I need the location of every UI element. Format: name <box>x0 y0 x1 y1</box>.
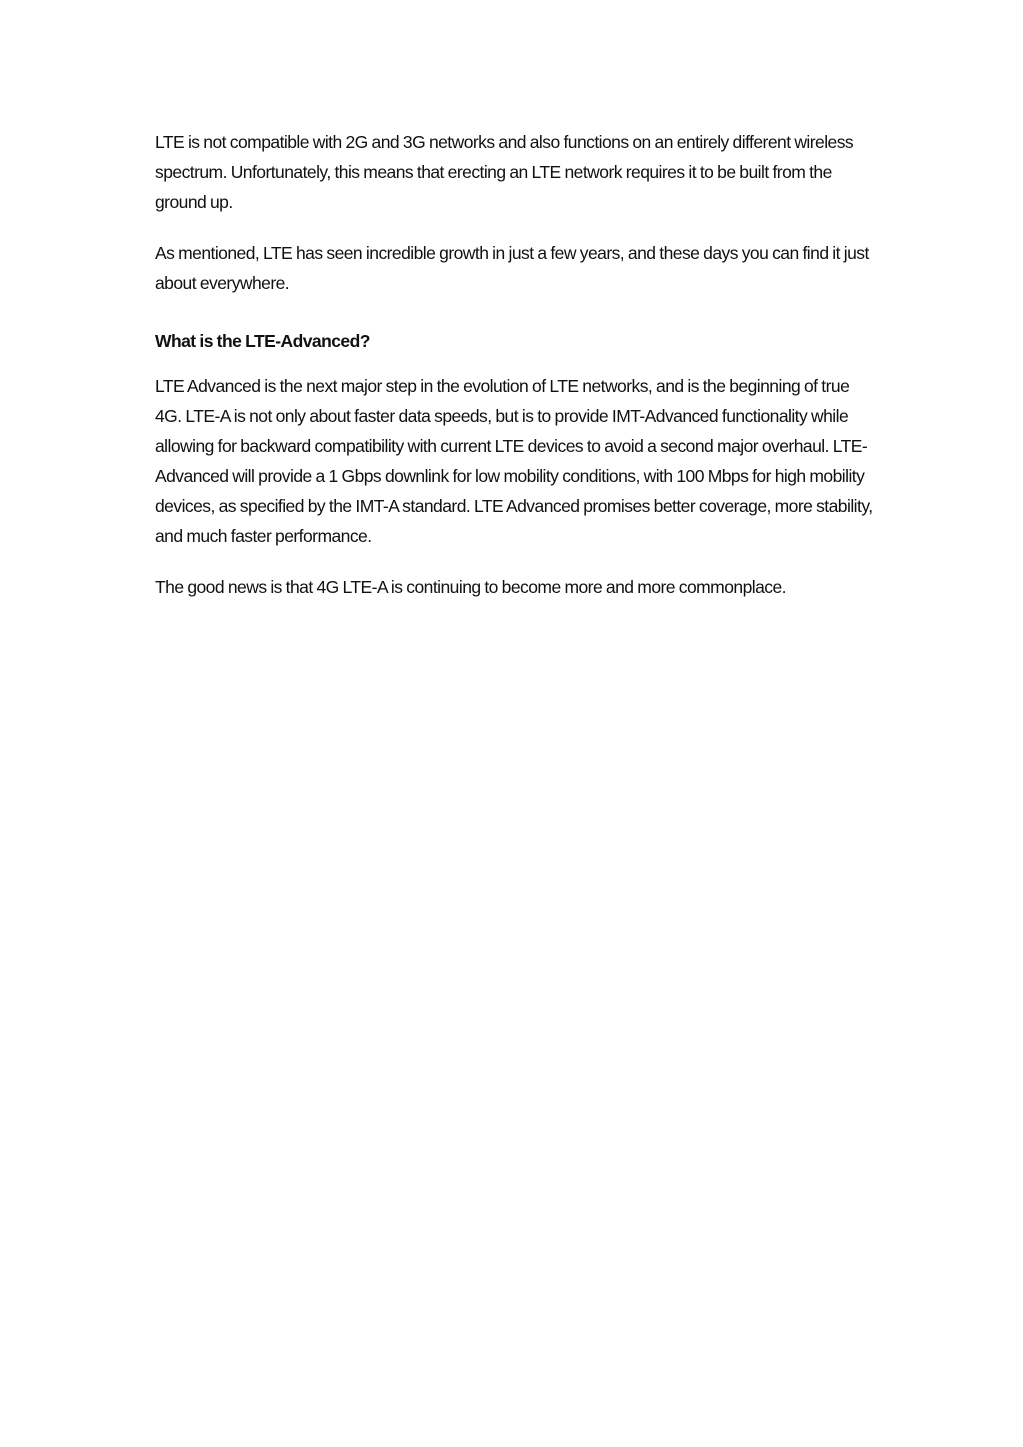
section-heading: What is the LTE-Advanced? <box>155 331 370 351</box>
document-body <box>155 127 877 602</box>
paragraph-lte-compatibility: LTE is not compatible with 2G and 3G networks and also functions on an entirely different wireless spectrum. Unfortunately, this means that erecting an LTE network requires it to be built from the ground up. <box>155 132 854 212</box>
paragraph-lte-advanced: LTE Advanced is the next major step in the evolution of LTE networks, and is the beginning of true 4G. LTE-A is not only about faster data speeds, but is to provide IMT-Advanced functionality while allowing for backward compatibility with current LTE devices to avoid a second major overhaul. LTE-Advanced will provide a 1 Gbps downlink for low mobility conditions, with 100 Mbps for high mobility devices, as specified by the IMT-A standard. LTE Advanced promises better coverage, more stability, and much faster performance. <box>155 376 873 546</box>
paragraph-good-news: The good news is that 4G LTE-A is continuing to become more and more commonplace. <box>155 577 786 597</box>
paragraph-lte-growth: As mentioned, LTE has seen incredible growth in just a few years, and these days you can find it just about everywhere. <box>155 243 869 293</box>
